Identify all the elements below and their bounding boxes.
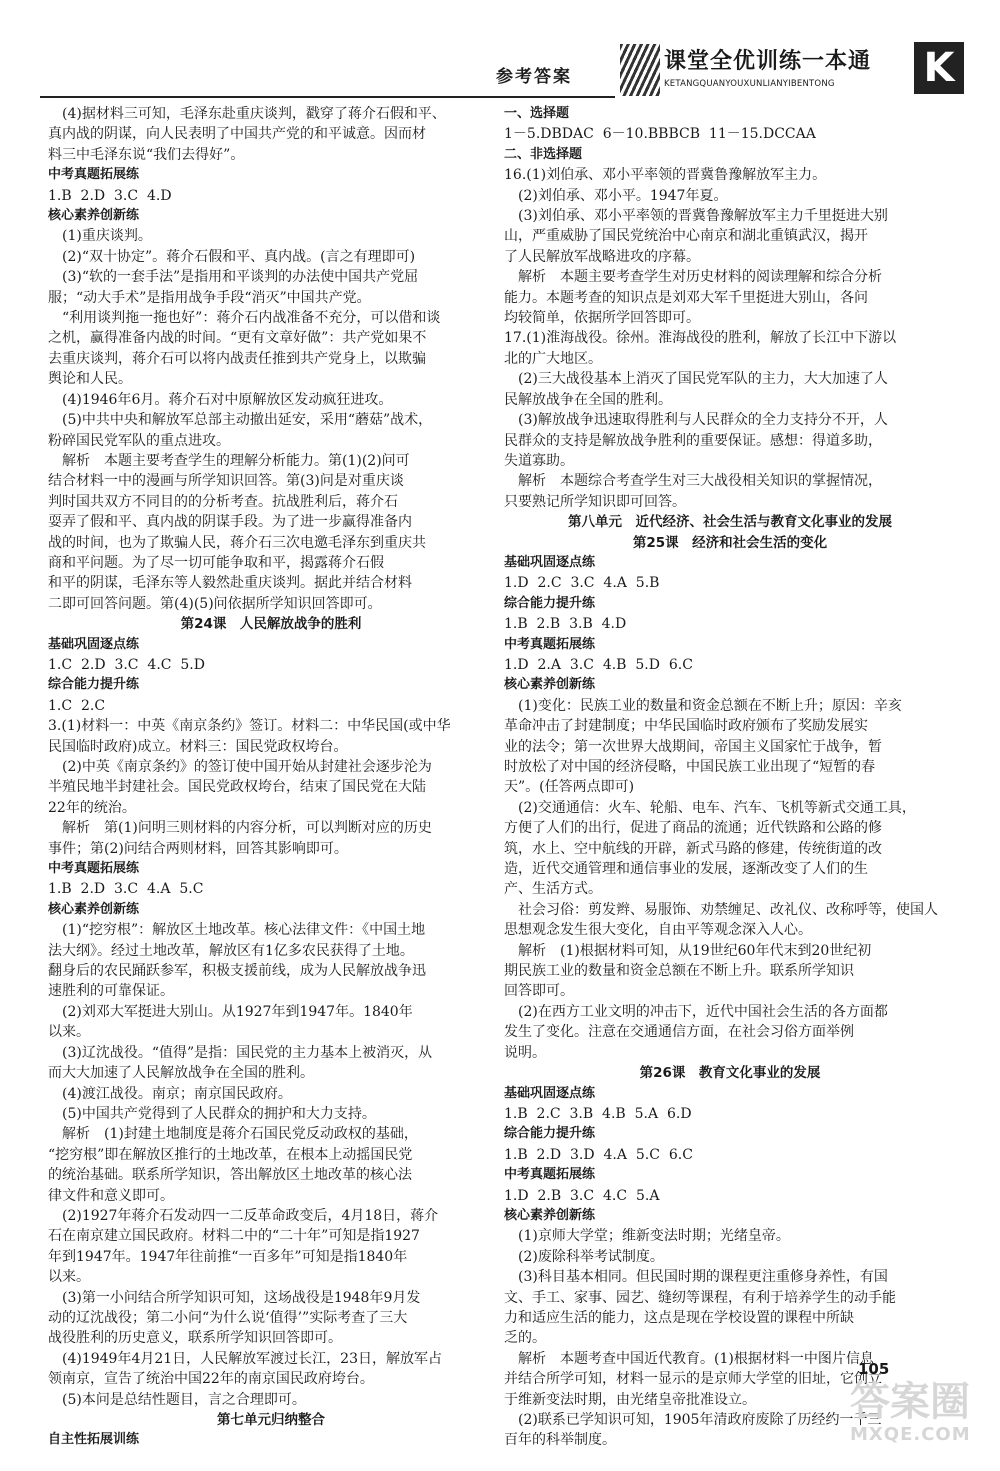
watermark-main: 答案圈 (850, 1379, 970, 1425)
answer-line: 民解放战争在全国的胜利。 (504, 391, 672, 408)
answer-line: (1)变化：民族工业的数量和资金总额在不断上升；原因：辛亥 (518, 697, 902, 714)
answer-line: (2)“双十协定”。蒋介石假和平、真内战。(言之有理即可) (62, 248, 416, 265)
answer-line: 真内战的阴谋，向人民表明了中国共产党的和平诚意。因而材 (48, 126, 426, 143)
lesson-title: 第25课 经济和社会生活的变化 (632, 534, 828, 551)
answer-line: 事件；第(2)问结合两则材料，回答其影响即可。 (48, 840, 348, 857)
answer-line: 1－5.DBDAC 6－10.BBBCB 11－15.DCCAA (504, 126, 816, 143)
answer-line: 期民族工业的数量和资金总额在不断上升。联系所学知识 (504, 963, 854, 980)
answer-line: 16.(1)刘伯承、邓小平率领的晋冀鲁豫解放军主力。 (504, 167, 827, 184)
answer-line: 思想观念发生很大变化，自由平等观念深入人心。 (504, 922, 812, 939)
answer-line: 解析 本题综合考查学生对三大战役相关知识的掌握情况， (518, 473, 882, 490)
answer-line: (3)“软的一套手法”是指用和平谈判的办法使中国共产党屈 (62, 269, 419, 286)
header-rule (40, 96, 615, 98)
answer-line: (2)交通通信：火车、轮船、电车、汽车、飞机等新式交通工具， (518, 799, 916, 816)
section-heading: 中考真题拓展练 (48, 861, 140, 877)
answer-line: 1.D 2.C 3.C 4.A 5.B (504, 575, 660, 592)
answer-line: 革命冲击了封建制度；中华民国临时政府颁布了奖励发展实 (504, 718, 868, 735)
k-logo-icon: K (914, 42, 964, 94)
answer-line: (3)科目基本相同。但民国时期的课程更注重修身养性，有国 (518, 1269, 888, 1286)
answer-line: 了人民解放军战略进攻的序幕。 (504, 248, 700, 265)
answer-line: 年到1947年。1947年往前推“一百多年”可知是指1840年 (48, 1248, 408, 1265)
section-heading: 核心素养创新练 (504, 1207, 596, 1223)
section-heading: 综合能力提升练 (48, 677, 140, 693)
section-heading: 中考真题拓展练 (504, 636, 596, 652)
answer-section-title: 参考答案 (496, 67, 572, 87)
answer-line: (2)在西方工业文明的冲击下，近代中国社会生活的各方面都 (518, 1003, 888, 1020)
answer-line: (2)废除科举考试制度。 (518, 1248, 664, 1265)
answer-line: 和平的阴谋，毛泽东等人毅然赴重庆谈判。据此并结合材料 (48, 575, 412, 592)
answer-line: (3)刘伯承、邓小平率领的晋冀鲁豫解放军主力千里挺进大别 (518, 208, 888, 225)
answer-line: 1.B 2.D 3.C 4.A 5.C (48, 881, 204, 898)
answer-line: 石在南京建立国民政府。材料二中的“二十年”可知是指1927 (48, 1228, 420, 1245)
answer-line: 解析 本题主要考查学生的理解分析能力。第(1)(2)问可 (62, 452, 410, 469)
brand-block (664, 44, 912, 96)
answer-line: 百年的科举制度。 (504, 1432, 616, 1449)
answer-line: 判时国共双方不同目的的分析考查。抗战胜利后，蒋介石 (48, 493, 398, 510)
answer-line: 民群众的支持是解放战争胜利的重要保证。感想：得道多助， (504, 432, 882, 449)
answer-line: (2)刘邓大军挺进大别山。从1927年到1947年。1840年 (62, 1003, 413, 1020)
answer-line: 业的法令；第一次世界大战期间，帝国主义国家忙于战争，暂 (504, 738, 882, 755)
section-heading: 核心素养创新练 (48, 208, 140, 224)
answer-line: (5)中国共产党得到了人民群众的拥护和大力支持。 (62, 1105, 376, 1122)
section-heading: 一、选择题 (504, 106, 570, 121)
answer-line: 方便了人们的出行，促进了商品的流通；近代铁路和公路的修 (504, 820, 882, 837)
answer-line: (5)本问是总结性题目，言之合理即可。 (62, 1391, 306, 1408)
section-heading: 基础巩固逐点练 (504, 554, 596, 570)
answer-line: 说明。 (504, 1044, 546, 1061)
answer-line: (2)中英《南京条约》的签订使中国开始从封建社会逐步沦为 (62, 759, 432, 775)
answer-line: 解析 第(1)问明三则材料的内容分析，可以判断对应的历史 (62, 820, 432, 837)
answer-line: 1.C 2.D 3.C 4.C 5.D (48, 656, 205, 673)
answer-line: “挖穷根”即在解放区推行的土地改革，在根本上动摇国民党 (48, 1146, 413, 1163)
answer-line: (2)1927年蒋介石发动四一二反革命政变后，4月18日，蒋介 (62, 1207, 439, 1224)
answer-line: 产、生活方式。 (504, 881, 602, 898)
answer-line: 于维新变法时期，由光绪皇帝批准设立。 (504, 1391, 756, 1408)
answer-line: 北的广大地区。 (504, 350, 602, 367)
answer-line: (4)1949年4月21日，人民解放军渡过长江，23日，解放军占 (62, 1350, 442, 1367)
answer-line: 解析 本题主要考查学生对历史材料的阅读理解和综合分析 (518, 269, 882, 286)
answer-line: 动的辽沈战役；第二小问“为什么说‘值得’”实际考查了三大 (48, 1309, 408, 1326)
answer-line: (1)“挖穷根”：解放区土地改革。核心法律文件：《中国土地 (62, 922, 426, 939)
answer-line: 舆论和人民。 (48, 371, 132, 388)
answer-line: 山，严重威胁了国民党统治中心南京和湖北重镇武汉，揭开 (504, 228, 868, 245)
answer-line: 解析 (1)封建土地制度是蒋介石国民党反动政权的基础， (62, 1126, 418, 1143)
answer-line: (2)三大战役基本上消灭了国民党军队的主力，大大加速了人 (518, 371, 888, 388)
section-heading: 中考真题拓展练 (504, 1167, 596, 1183)
page-header (40, 30, 968, 96)
page-number: 105 (858, 1360, 890, 1378)
answer-line: 而大大加速了人民解放战争在全国的胜利。 (48, 1065, 314, 1082)
section-heading: 基础巩固逐点练 (48, 636, 140, 652)
answer-line: 结合材料一中的漫画与所学知识回答。第(3)问是对重庆谈 (48, 473, 404, 490)
answer-line: 1.B 2.B 3.B 4.D (504, 616, 627, 633)
answer-line: 速胜利的可靠保证。 (48, 983, 174, 1000)
answer-line: 1.B 2.D 3.D 4.A 5.C 6.C (504, 1146, 693, 1163)
answer-line: 筑，水上、空中航线的开辟，新式马路的修建，传统街道的改 (504, 840, 882, 857)
answer-line: (4)渡江战役。南京；南京国民政府。 (62, 1085, 292, 1102)
answer-line: 能力。本题考查的知识点是刘邓大军千里挺进大别山，各问 (504, 289, 868, 306)
answer-line: 的统治基础。联系所学知识，答出解放区土地改革的核心法 (48, 1167, 412, 1184)
answer-line: (1)重庆谈判。 (62, 228, 152, 245)
right-column (504, 104, 956, 1451)
answer-line: 之机，赢得准备内战的时间。“更有文章好做”：共产党如果不 (48, 330, 427, 347)
section-heading: 核心素养创新练 (48, 901, 140, 917)
answer-line: 法大纲》。经过土地改革，解放区有1亿多农民获得了土地。 (48, 942, 414, 959)
section-heading: 综合能力提升练 (504, 1126, 596, 1142)
answer-line: 料三中毛泽东说“我们去得好”。 (48, 146, 245, 163)
answer-line: (2)刘伯承、邓小平。1947年夏。 (518, 187, 728, 204)
answer-line: 战役胜利的历史意义，联系所学知识回答即可。 (48, 1330, 342, 1347)
answer-line: 半殖民地半封建社会。国民党政权垮台，结束了国民党在大陆 (48, 779, 426, 796)
answer-line: 律文件和意义即可。 (48, 1187, 174, 1204)
section-heading: 核心素养创新练 (504, 677, 596, 693)
answer-line: 领南京，宣告了统治中国22年的南京国民政府垮台。 (48, 1371, 374, 1388)
answer-line: 民国临时政府)成立。材料三：国民党政权垮台。 (48, 738, 348, 755)
answer-line: 战的时间，也为了欺骗人民，蒋介石三次电邀毛泽东到重庆共 (48, 534, 426, 551)
left-column (48, 104, 494, 1451)
answer-line: 商和平问题。为了尽一切可能争取和平，揭露蒋介石假 (48, 554, 384, 571)
answer-line: 解析 本题考查中国近代教育。(1)根据材料一中图片信息 (518, 1350, 874, 1367)
answer-line: 天”。(任答两点即可) (504, 779, 635, 796)
answer-line: 社会习俗：剪发辫、易服饰、劝禁缠足、改礼仪、改称呼等，使国人 (518, 901, 938, 918)
answer-line: 二即可回答问题。第(4)(5)问依据所学知识回答即可。 (48, 595, 382, 612)
answer-line: 乏的。 (504, 1330, 546, 1347)
watermark-site: MXQE.COM (850, 1424, 971, 1445)
answer-line: 1.D 2.A 3.C 4.B 5.D 6.C (504, 656, 693, 673)
lesson-title: 第24课 人民解放战争的胜利 (180, 616, 362, 633)
answer-line: “利用谈判拖一拖也好”：蒋介石内战准备不充分，可以借和谈 (62, 310, 441, 327)
answer-line: (3)解放战争迅速取得胜利与人民群众的全力支持分不开，人 (518, 412, 888, 429)
answer-line: 时放松了对中国的经济侵略，中国民族工业出现了“短暂的春 (504, 759, 876, 775)
answer-line: (4)据材料三可知，毛泽东赴重庆谈判，戳穿了蒋介石假和平、 (62, 106, 446, 122)
answer-line: (3)第一小问结合所学知识可知，这场战役是1948年9月发 (62, 1289, 421, 1306)
section-heading: 二、非选择题 (504, 146, 583, 162)
answer-line: 1.D 2.B 3.C 4.C 5.A (504, 1187, 660, 1204)
answer-line: 1.C 2.C (48, 697, 106, 714)
answer-line: 去重庆谈判，蒋介石可以将内战责任推到共产党身上，以欺骗 (48, 350, 426, 367)
answer-line: 均较简单，依据所学回答即可。 (504, 310, 700, 327)
answer-line: 以来。 (48, 1269, 90, 1286)
section-heading: 自主性拓展训练 (48, 1432, 140, 1448)
answer-line: 耍弄了假和平、真内战的阴谋手段。为了进一步赢得准备内 (48, 514, 412, 531)
answer-line: 3.(1)材料一：中英《南京条约》签订。材料二：中华民国(或中华 (48, 718, 451, 735)
answer-line: 失道寡助。 (504, 452, 574, 469)
answer-line: 1.B 2.C 3.B 4.B 5.A 6.D (504, 1105, 692, 1122)
brand-title: 课堂全优训练一本通 (664, 49, 872, 74)
lesson-title: 第七单元归纳整合 (217, 1412, 325, 1428)
lesson-title: 第八单元 近代经济、社会生活与教育文化事业的发展 (568, 514, 892, 531)
answer-line: (4)1946年6月。蒋介石对中原解放区发动疯狂进攻。 (62, 391, 393, 408)
answer-line: (2)联系已学知识可知，1905年清政府废除了历经约一千三 (518, 1412, 882, 1428)
answer-line: 粉碎国民党军队的重点进攻。 (48, 432, 230, 449)
answer-line: 22年的统治。 (48, 799, 136, 816)
answer-line: 解析 (1)根据材料可知，从19世纪60年代末到20世纪初 (518, 942, 872, 959)
answer-line: 翻身后的农民踊跃参军，积极支援前线，成为人民解放战争迅 (48, 963, 426, 980)
brand-pinyin: KETANGQUANYOUXUNLIANYIBENTONG (664, 79, 835, 89)
answer-line: 服；“动大手术”是指用战争手段“消灭”中国共产党。 (48, 289, 371, 306)
section-heading: 中考真题拓展练 (48, 167, 140, 183)
answer-line: (1)京师大学堂；维新变法时期；光绪皇帝。 (518, 1228, 790, 1245)
section-heading: 基础巩固逐点练 (504, 1085, 596, 1101)
answer-line: 文、手工、家事、园艺、缝纫等课程，有利于培养学生的动手能 (504, 1289, 896, 1306)
answer-line: 并结合所学可知，材料一显示的是京师大学堂的旧址，它创立 (504, 1371, 882, 1388)
answer-line: 以来。 (48, 1024, 90, 1041)
answer-line: (3)辽沈战役。“值得”是指：国民党的主力基本上被消灭，从 (62, 1044, 433, 1061)
lesson-title: 第26课 教育文化事业的发展 (639, 1065, 821, 1082)
section-heading: 综合能力提升练 (504, 595, 596, 611)
answer-line: 1.B 2.D 3.C 4.D (48, 187, 172, 204)
answer-line: 发生了变化。注意在交通通信方面，在社会习俗方面举例 (504, 1024, 854, 1041)
watermark-logo (850, 1380, 990, 1460)
answer-line: 造，近代交通管理和通信事业的发展，逐渐改变了人们的生 (504, 861, 868, 878)
answer-line: (5)中共中央和解放军总部主动撤出延安，采用“蘑菇”战术， (62, 412, 433, 429)
header-stripe-decoration (620, 44, 660, 96)
answer-line: 只要熟记所学知识即可回答。 (504, 493, 686, 510)
answer-line: 17.(1)淮海战役。徐州。淮海战役的胜利，解放了长江中下游以 (504, 330, 897, 347)
answer-line: 力和适应生活的能力，这点是现在学校设置的课程中所缺 (504, 1309, 854, 1326)
answer-line: 回答即可。 (504, 983, 574, 1000)
